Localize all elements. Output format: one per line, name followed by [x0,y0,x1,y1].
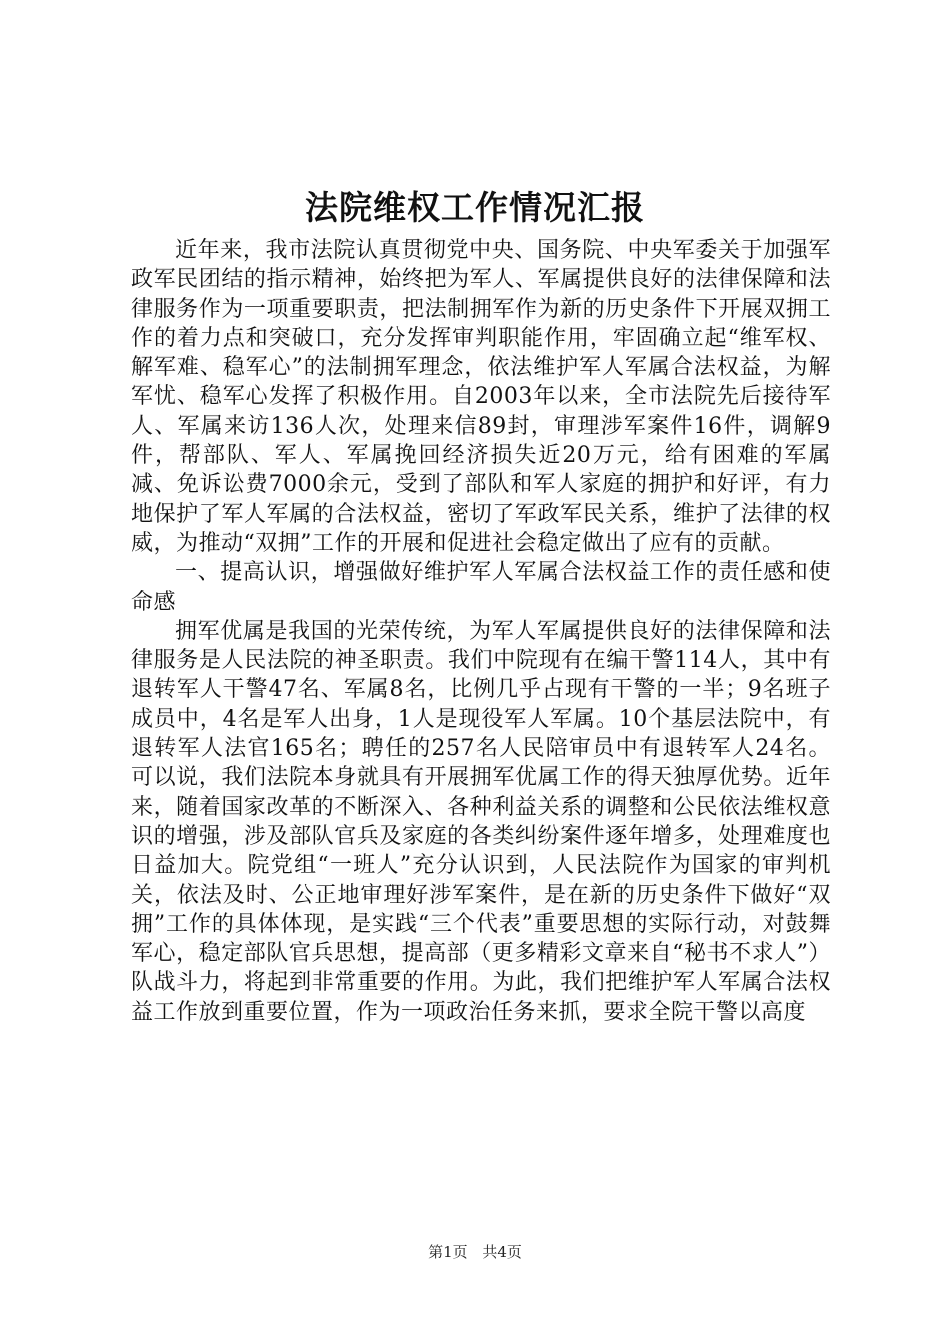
paragraph-intro: 近年来，我市法院认真贯彻党中央、国务院、中央军委关于加强军政军民团结的指示精神，始终把为军人、军属提供良好的法律保障和法律服务作为一项重要职责，把法制拥军作为新的历史条件下开展双拥工作的着力点和突破口，充分发挥审判职能作用，牢固确立起“维军权、解军难、稳军心”的法制拥军理念，依法维护军人军属合法权益，为解军忧、稳军心发挥了积极作用。自2003年以来，全市法院先后接待军人、军属来访136人次，处理来信89封，审理涉军案件16件，调解9件，帮部队、军人、军属挽回经济损失近20万元，给有困难的军属减、免诉讼费7000余元，受到了部队和军人家庭的拥护和好评，有力地保护了军人军属的合法权益，密切了军政军民关系，维护了法律的权威，为推动“双拥”工作的开展和促进社会稳定做出了应有的贡献。 [131,238,831,556]
paragraph-section-1: 拥军优属是我国的光荣传统，为军人军属提供良好的法律保障和法律服务是人民法院的神圣职责。我们中院现有在编干警114人，其中有退转军人干警47名、军属8名，比例几乎占现有干警的一半；9名班子成员中，4名是军人出身，1人是现役军人军属。10个基层法院中，有退转军人法官165名；聘任的257名人民陪审员中有退转军人24名。可以说，我们法院本身就具有开展拥军优属工作的得天独厚优势。近年来，随着国家改革的不断深入、各种利益关系的调整和公民依法维权意识的增强，涉及部队官兵及家庭的各类纠纷案件逐年增多，处理难度也日益加大。院党组“一班人”充分认识到，人民法院作为国家的审判机关，依法及时、公正地审理好涉军案件，是在新的历史条件下做好“双拥”工作的具体体现，是实践“三个代表”重要思想的实际行动，对鼓舞军心，稳定部队官兵思想，提高部（更多精彩文章来自“秘书不求人”）队战斗力，将起到非常重要的作用。为此，我们把维护军人军属合法权益工作放到重要位置，作为一项政治任务来抓，要求全院干警以高度 [131,618,831,1025]
document-title: 法院维权工作情况汇报 [305,188,645,227]
page-footer [0,1242,950,1262]
document-body [131,236,831,1027]
section-heading-1: 一、提高认识，增强做好维护军人军属合法权益工作的责任感和使命感 [131,560,831,615]
page-number: 第1页 [428,1243,468,1261]
page-total: 共4页 [482,1243,522,1261]
